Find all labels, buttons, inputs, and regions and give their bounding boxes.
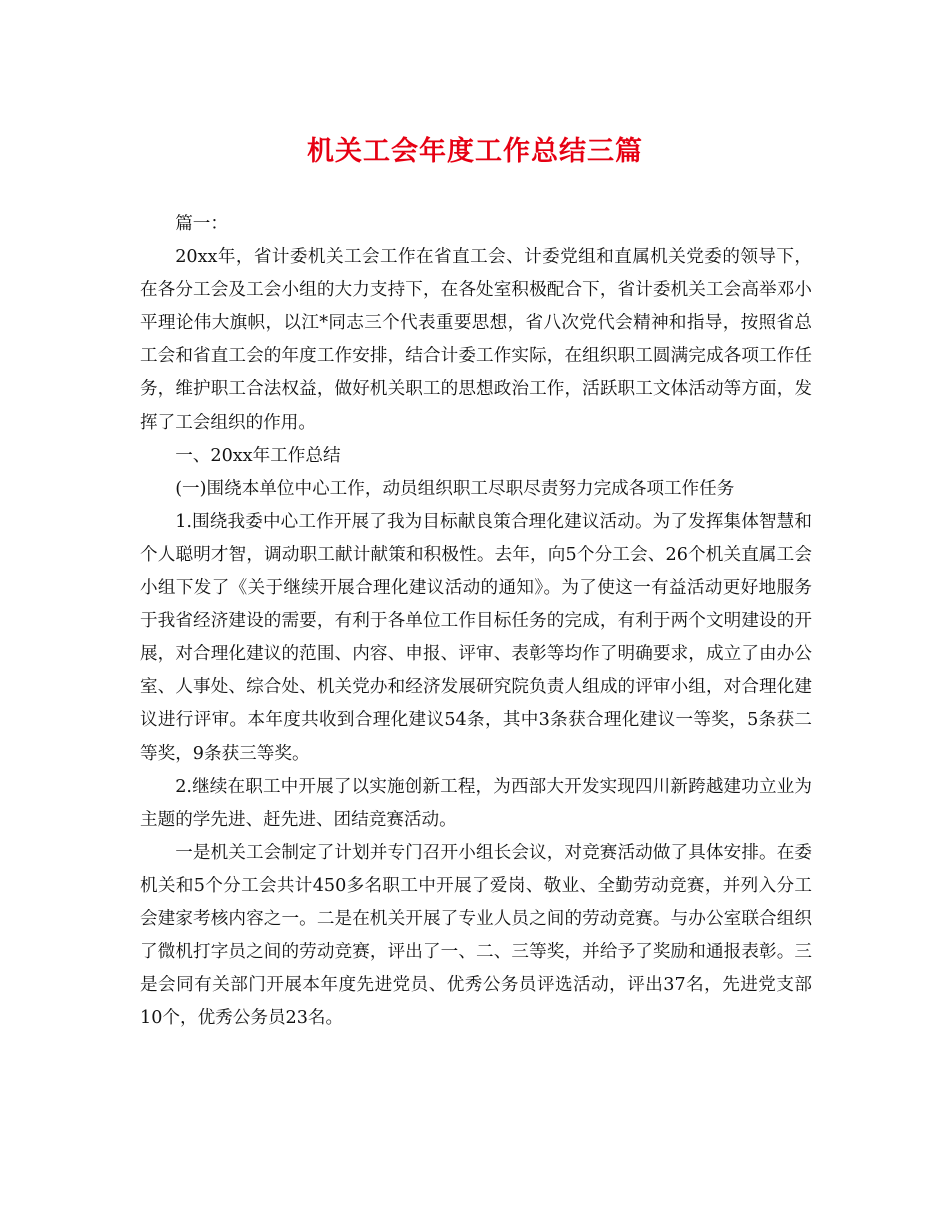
paragraph-intro: 20xx年，省计委机关工会工作在省直工会、计委党组和直属机关党委的领导下，在各分工会及工会小组的大力支持下，在各处室积极配合下，省计委机关工会高举邓小平理论伟大旗帜，以江*同志三个代表重要思想，省八次党代会精神和指导，按照省总工会和省直工会的年度工作安排，结合计委工作实际，在组织职工圆满完成各项工作任务，维护职工合法权益，做好机关职工的思想政治工作，活跃职工文体活动等方面，发挥了工会组织的作用。	[140, 247, 812, 433]
paragraph-subheading: (一)围绕本单位中心工作，动员组织职工尽职尽责努力完成各项工作任务	[175, 478, 735, 499]
paragraph-competition: 一是机关工会制定了计划并专门召开小组长会议，对竞赛活动做了具体安排。在委机关和5个分工会共计450多名职工中开展了爱岗、敬业、全勤劳动竞赛，并列入分工会建家考核内容之一。二是在机关开展了专业人员之间的劳动竞赛。与办公室联合组织了微机打字员之间的劳动竞赛，评出了一、二、三等奖，并给予了奖励和通报表彰。三是会同有关部门开展本年度先进党员、优秀公务员评选活动，评出37名，先进党支部10个，优秀公务员23名。	[140, 842, 812, 1029]
paragraph-item-2: 2.继续在职工中开展了以实施创新工程，为西部大开发实现四川新跨越建功立业为主题的学先进、赶先进、团结竞赛活动。	[140, 776, 812, 830]
paragraph-section-label: 篇一：	[175, 214, 228, 234]
document-title: 机关工会年度工作总结三篇	[307, 136, 643, 167]
paragraph-heading-summary: 一、20xx年工作总结	[175, 445, 341, 466]
document-body	[140, 208, 812, 1035]
paragraph-item-1: 1.围绕我委中心工作开展了我为目标献良策合理化建议活动。为了发挥集体智慧和个人聪明才智，调动职工献计献策和积极性。去年，向5个分工会、26个机关直属工会小组下发了《关于继续开展合理化建议活动的通知》。为了使这一有益活动更好地服务于我省经济建设的需要，有利于各单位工作目标任务的完成，有利于两个文明建设的开展，对合理化建议的范围、内容、申报、评审、表彰等均作了明确要求，成立了由办公室、人事处、综合处、机关党办和经济发展研究院负责人组成的评审小组，对合理化建议进行评审。本年度共收到合理化建议54条，其中3条获合理化建议一等奖，5条获二等奖，9条获三等奖。	[140, 511, 812, 764]
